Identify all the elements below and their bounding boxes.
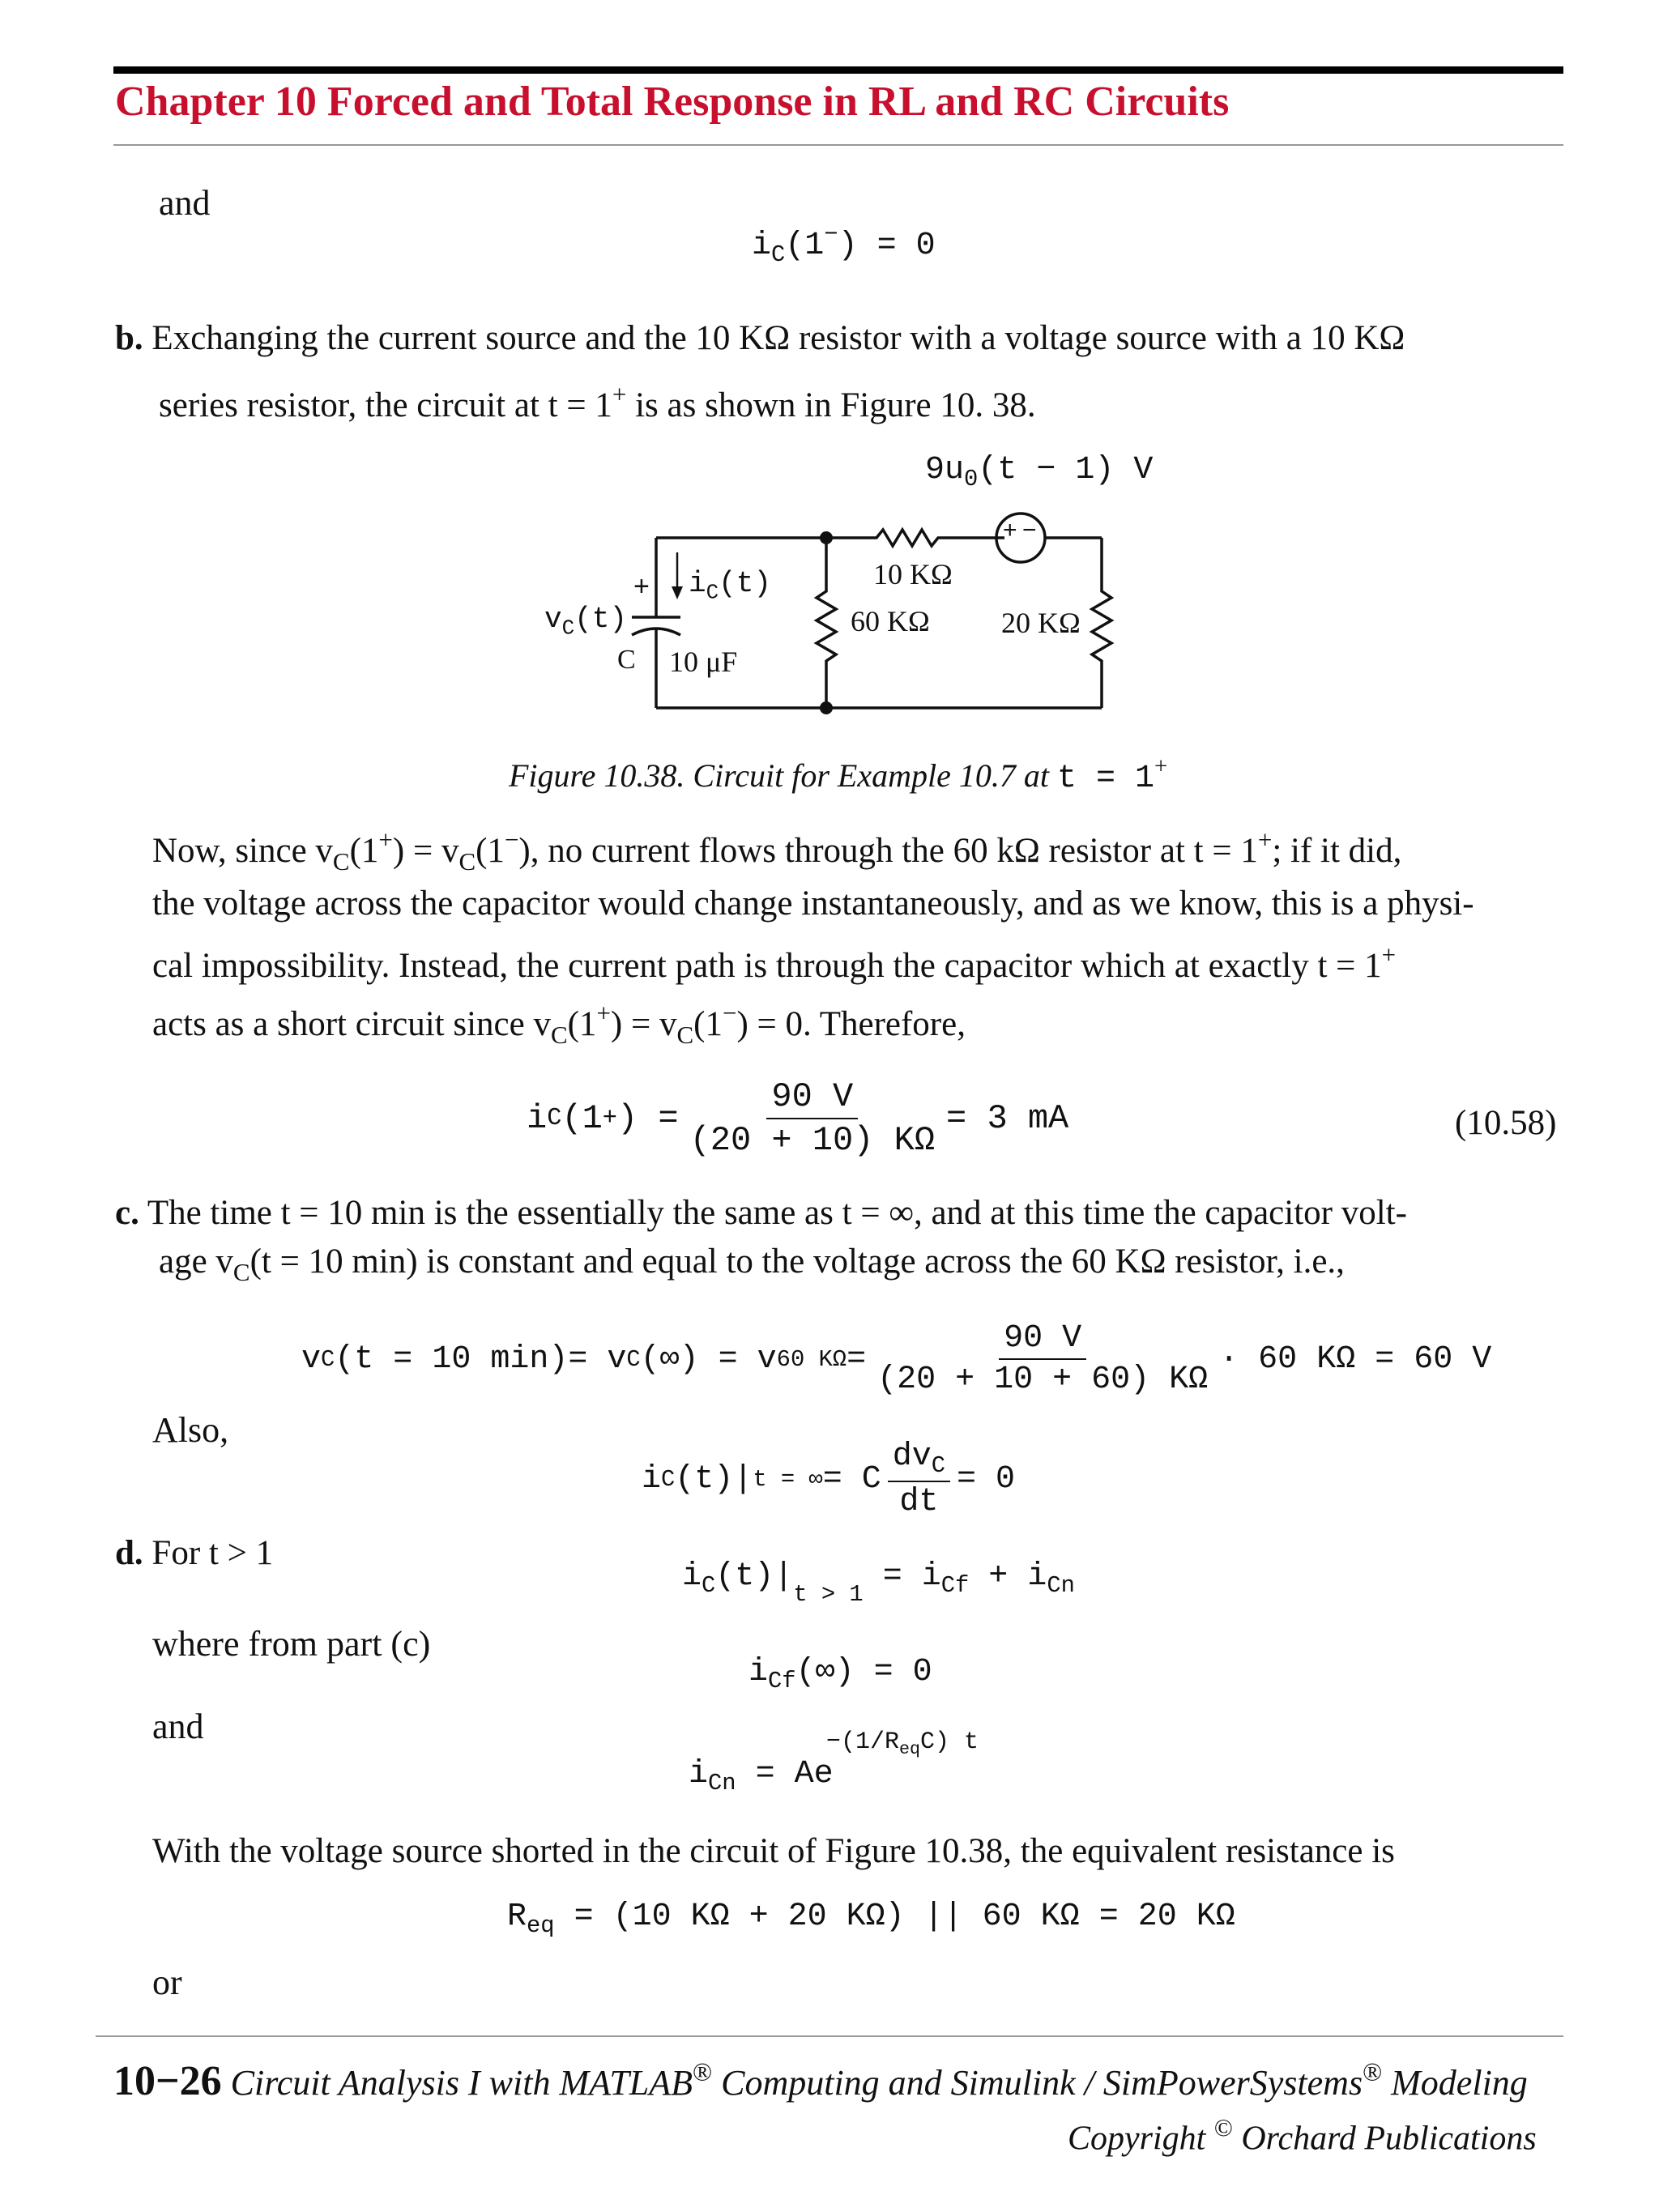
ic-label-a: i xyxy=(689,567,706,600)
denominator: (20 + 10 + 60) KΩ xyxy=(877,1362,1209,1398)
para-now-line3 xyxy=(152,940,1396,987)
node-top xyxy=(820,531,833,544)
t: i xyxy=(689,1756,709,1792)
footer-rule xyxy=(96,2035,1563,2037)
t: i xyxy=(527,1099,548,1138)
t: = xyxy=(847,1340,867,1378)
t: C xyxy=(676,1020,694,1049)
t: (∞) = v xyxy=(640,1340,777,1378)
t: eq xyxy=(899,1739,920,1759)
top-rule xyxy=(113,66,1563,74)
text-also: Also, xyxy=(152,1410,229,1450)
t: · 60 KΩ = 60 V xyxy=(1219,1340,1492,1378)
page-number: 10−26 xyxy=(113,2058,222,2104)
t: + xyxy=(1257,825,1273,854)
equation-icn xyxy=(689,1756,834,1796)
part-b-line2 xyxy=(159,379,1036,427)
t: = Ae xyxy=(736,1756,834,1792)
t: C) t xyxy=(919,1728,979,1756)
t: eq xyxy=(527,1912,555,1940)
part-d-label: d. xyxy=(115,1534,143,1572)
part-b-text: Exchanging the current source and the 10 KΩ resistor with a voltage source with a 10 KΩ xyxy=(151,319,1405,357)
t: age v xyxy=(159,1242,233,1281)
equation-tag: (10.58) xyxy=(1455,1104,1557,1142)
t: ) = v xyxy=(392,832,459,871)
numerator: 90 V xyxy=(999,1320,1086,1360)
t: + xyxy=(602,1105,617,1132)
copyright-text: Copyright xyxy=(1068,2120,1206,2158)
eq-subscript: C xyxy=(771,241,786,269)
t: C xyxy=(626,1345,641,1373)
source-label-a: 9u xyxy=(925,452,965,488)
t: C xyxy=(332,846,350,876)
t: t > 1 xyxy=(793,1581,864,1609)
numerator xyxy=(888,1438,950,1482)
title-rule xyxy=(113,144,1563,146)
t: (t)| xyxy=(715,1558,794,1595)
para-now-line4 xyxy=(152,998,966,1050)
t: −(1/R xyxy=(826,1728,900,1756)
t: R xyxy=(507,1899,527,1935)
t: Cf xyxy=(768,1668,796,1695)
book-title-b: Computing and Simulink / SimPowerSystems xyxy=(712,2063,1363,2103)
cap-plus-sign: + xyxy=(633,571,650,602)
equation-icf xyxy=(748,1654,932,1694)
resistor-10k xyxy=(826,530,1004,546)
t: 60 KΩ xyxy=(776,1345,847,1373)
t: i xyxy=(748,1654,769,1690)
t: (t = 10 min) is constant and equal to the voltage across the 60 KΩ resistor, i.e., xyxy=(249,1242,1345,1281)
sup-plus: + xyxy=(612,380,627,408)
source-label-c: (t − 1) V xyxy=(978,452,1154,488)
book-title-c: Modeling xyxy=(1382,2063,1528,2103)
eq-symbol: i xyxy=(752,227,772,264)
t: (1 xyxy=(693,1005,723,1044)
t: t = ∞ xyxy=(753,1466,823,1494)
t: dv xyxy=(892,1438,932,1475)
source-plus-sign: + xyxy=(1003,517,1017,543)
t: (∞) = 0 xyxy=(795,1654,932,1690)
t: (t = 10 min)= v xyxy=(335,1340,627,1378)
eq-superscript: − xyxy=(824,221,838,248)
vc-label-a: v xyxy=(544,603,562,636)
part-d-line xyxy=(115,1532,273,1575)
fraction xyxy=(888,1438,950,1520)
t: − xyxy=(504,825,519,854)
ic-label-c: (t) xyxy=(719,567,771,600)
denominator: (20 + 10) KΩ xyxy=(689,1121,936,1160)
t: For t > 1 xyxy=(151,1534,274,1572)
vc-label-c: (t) xyxy=(574,603,627,636)
t: ) = v xyxy=(610,1005,677,1044)
denominator: dt xyxy=(899,1484,939,1521)
t: Cf xyxy=(940,1572,970,1600)
t: = C xyxy=(822,1461,881,1498)
t: C xyxy=(702,1572,716,1600)
cap-value-label: 10 μF xyxy=(669,646,738,678)
t: (1 xyxy=(349,832,379,871)
node-bottom xyxy=(820,701,833,714)
book-title-a: Circuit Analysis I with MATLAB xyxy=(230,2063,693,2103)
t: Cn xyxy=(1047,1572,1075,1600)
t: cal impossibility. Instead, the current path is through the capacitor which at exactly t = 1 xyxy=(152,947,1382,986)
part-b-text-a: series resistor, the circuit at t = 1 xyxy=(159,386,612,425)
eq-arg: (1 xyxy=(785,227,825,264)
vc-label xyxy=(544,603,627,640)
t: = 0 xyxy=(957,1461,1016,1498)
t: (1 xyxy=(561,1099,603,1138)
t: = i xyxy=(863,1558,941,1595)
registered-mark: ® xyxy=(1363,2057,1383,2086)
caption-math: t = 1 xyxy=(1056,760,1155,797)
source-label-sub: 0 xyxy=(964,466,979,493)
t: C xyxy=(232,1257,250,1286)
part-c-line1 xyxy=(115,1192,1407,1234)
t: C xyxy=(547,1105,562,1132)
caption-text: Figure 10.38. Circuit for Example 10.7 at xyxy=(509,757,1057,794)
t: i xyxy=(642,1461,662,1498)
current-arrow-icon xyxy=(672,586,683,599)
t: + xyxy=(378,825,393,854)
para-with: With the voltage source shorted in the circuit of Figure 10.38, the equivalent resistance is xyxy=(152,1832,1395,1870)
fraction xyxy=(872,1320,1213,1398)
fraction xyxy=(685,1077,940,1160)
t: C xyxy=(321,1345,335,1373)
t: = (10 KΩ + 20 KΩ) || 60 KΩ = 20 KΩ xyxy=(554,1899,1235,1935)
chapter-title: Chapter 10 Forced and Total Response in RL and RC Circuits xyxy=(115,79,1230,125)
t: (1 xyxy=(567,1005,597,1044)
part-b-text-b: is as shown in Figure 10. 38. xyxy=(626,386,1036,425)
t: ) = 0. Therefore, xyxy=(736,1005,966,1044)
source-label xyxy=(925,452,1153,492)
resistor-60k xyxy=(817,583,836,667)
t: (t)| xyxy=(675,1461,753,1498)
registered-mark: ® xyxy=(693,2057,713,2086)
c-label: C xyxy=(617,645,636,675)
resistor-20k xyxy=(1092,583,1111,667)
equation-vc-final xyxy=(301,1320,1491,1398)
t: + xyxy=(596,999,611,1027)
t: ) = xyxy=(616,1099,679,1138)
r60-label: 60 KΩ xyxy=(851,605,930,637)
ic-label-sub: C xyxy=(706,580,719,605)
t: C xyxy=(661,1466,676,1494)
vc-label-sub: C xyxy=(561,616,575,641)
part-b-label: b. xyxy=(115,319,143,357)
para-now-line1 xyxy=(152,825,1401,876)
equation-req xyxy=(507,1899,1235,1939)
r20-label: 20 KΩ xyxy=(1001,607,1081,639)
text-or: or xyxy=(152,1963,182,2002)
eq-rhs: ) = 0 xyxy=(838,227,936,264)
part-c-line2 xyxy=(159,1241,1345,1287)
equation-10-58 xyxy=(527,1077,1068,1160)
copyright-line xyxy=(1068,2114,1537,2159)
equation-exponent xyxy=(826,1728,979,1759)
equation-ic-initial xyxy=(752,221,936,268)
t: The time t = 10 min is the essentially the same as t = ∞, and at this time the capacitor volt- xyxy=(147,1194,1407,1232)
t: = 3 mA xyxy=(946,1099,1069,1138)
equation-ic-split xyxy=(682,1558,1075,1608)
para-now-line2: the voltage across the capacitor would change instantaneously, and as we know, this is a physi- xyxy=(152,884,1474,923)
publisher: Orchard Publications xyxy=(1241,2120,1537,2158)
part-b-line1 xyxy=(115,318,1405,360)
text-where-from: where from part (c) xyxy=(152,1624,431,1664)
ic-label xyxy=(689,567,771,604)
copyright-icon: © xyxy=(1213,2114,1233,2142)
t: + xyxy=(1381,940,1397,969)
text-and-2: and xyxy=(152,1707,204,1746)
t: + i xyxy=(969,1558,1047,1595)
caption-sup: + xyxy=(1154,753,1168,779)
text-and: and xyxy=(159,183,211,223)
source-minus-sign: − xyxy=(1022,517,1037,543)
t: ; if it did, xyxy=(1272,832,1402,871)
t: v xyxy=(301,1340,322,1378)
t: i xyxy=(682,1558,702,1595)
t: acts as a short circuit since v xyxy=(152,1005,551,1044)
footer-line xyxy=(113,2057,1528,2105)
numerator: 90 V xyxy=(766,1077,858,1119)
t: (1 xyxy=(476,832,505,871)
t: Cn xyxy=(708,1770,736,1797)
figure-caption xyxy=(509,753,1167,797)
t: C xyxy=(550,1020,568,1049)
part-c-label: c. xyxy=(115,1194,139,1232)
t: − xyxy=(722,999,737,1027)
t: C xyxy=(931,1452,946,1480)
t: ), no current flows through the 60 kΩ resistor at t = 1 xyxy=(518,832,1258,871)
t: Now, since v xyxy=(152,832,333,871)
r10-label: 10 KΩ xyxy=(873,558,953,590)
t: C xyxy=(458,846,476,876)
equation-ic-infinity xyxy=(642,1438,1015,1520)
